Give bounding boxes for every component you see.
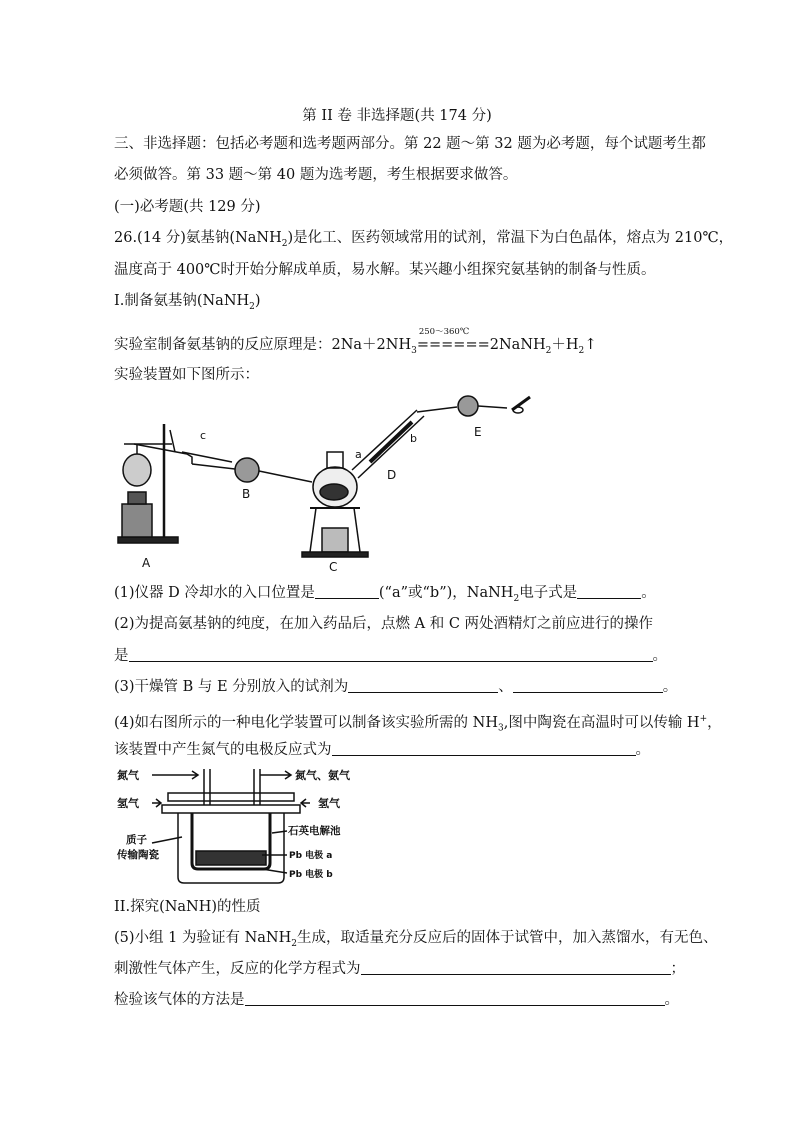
reaction-condition: 250～360℃ [418, 327, 470, 337]
label-c: c [200, 429, 207, 442]
part1-title: I.制备氨基钠(NaNH$_2$) [114, 293, 261, 312]
question-5-line-1: (5)小组 1 为验证有 NaNH$_2$生成，取适量充分反应后的固体于试管中，加入蒸馏水，有无色、 [114, 930, 718, 949]
question-2-line-1: (2)为提高氨基钠的纯度，在加入药品后，点燃 A 和 C 两处酒精灯之前应进行的操作 [114, 616, 654, 632]
q1-blank-1[interactable] [315, 584, 379, 599]
question-5-line-2: 刺激性气体产生，反应的化学方程式为 ； [114, 961, 685, 977]
label-b: b [410, 432, 417, 445]
question-4-line-1: (4)如右图所示的一种电化学装置可以制备该实验所需的 $NH_3$,图中陶瓷在高温时可以传输 H+， [114, 714, 722, 734]
q3-blank-2[interactable] [513, 678, 663, 693]
q4-blank[interactable] [332, 741, 636, 756]
q26-line-2: 温度高于 400℃时开始分解成单质，易水解。某兴趣小组探究氨基钠的制备与性质。 [114, 262, 656, 278]
fig2-h2-left: 氢气 [117, 797, 139, 810]
intro-line-1: 三、非选择题：包括必考题和选考题两部分。第 22 题～第 32 题为必考题，每个试题考生都 [114, 136, 706, 152]
fig2-cell: 石英电解池 [288, 825, 341, 837]
reaction-principle: 实验室制备氨基钠的反应原理是：$2Na+2NH_3$ 250～360℃ $======2NaNH_2+H_2↑$ [114, 335, 597, 360]
question-3: (3)干燥管 B 与 E 分别放入的试剂为 、 。 [114, 679, 678, 695]
fig2-pb-b: Pb 电极 b [289, 870, 333, 880]
label-B: B [242, 487, 251, 501]
label-A: A [142, 556, 151, 570]
apparatus-figure [112, 392, 562, 574]
label-E: E [474, 425, 482, 439]
part2-title: II.探究(NaNH)的性质 [114, 899, 261, 915]
section-title: 第 II 卷 非选择题(共 174 分) [302, 108, 492, 124]
label-C: C [329, 560, 338, 574]
required-header: (一)必考题(共 129 分) [114, 199, 261, 215]
fig2-pb-a: Pb 电极 a [289, 851, 333, 861]
intro-line-2: 必须做答。第 33 题～第 40 题为选考题，考生根据要求做答。 [114, 167, 518, 183]
stand-base [118, 537, 178, 543]
label-D: D [387, 468, 397, 482]
fig2-h2-right: 氢气 [318, 797, 340, 810]
q26-line-1: 26.(14 分)氨基钠(NaNH$_2$)是化工、医药领域常用的试剂，常温下为白色晶体，熔点为 210℃， [114, 230, 734, 249]
fig2-proton-2: 传输陶瓷 [117, 849, 159, 861]
fig2-out: 氮气、氨气 [295, 769, 350, 782]
q2-blank[interactable] [129, 647, 653, 662]
electrolysis-figure [112, 765, 362, 887]
q1-blank-2[interactable] [577, 584, 641, 599]
apparatus-intro: 实验装置如下图所示： [114, 367, 259, 383]
question-2-line-2: 是 。 [114, 648, 667, 664]
q5-blank-2[interactable] [245, 991, 665, 1006]
q5-blank-1[interactable] [361, 960, 671, 975]
fig2-n2-in: 氮气 [117, 769, 139, 782]
question-4-line-2: 该装置中产生氮气的电极反应式为 。 [114, 742, 650, 758]
fig2-proton-1: 质子 [126, 834, 147, 846]
q3-blank-1[interactable] [348, 678, 498, 693]
label-a: a [355, 448, 362, 461]
question-1: (1)仪器 D 冷却水的入口位置是 (“a”或“b”)，NaNH$_2$电子式是 。 [114, 585, 656, 604]
question-5-line-3: 检验该气体的方法是 。 [114, 992, 679, 1008]
